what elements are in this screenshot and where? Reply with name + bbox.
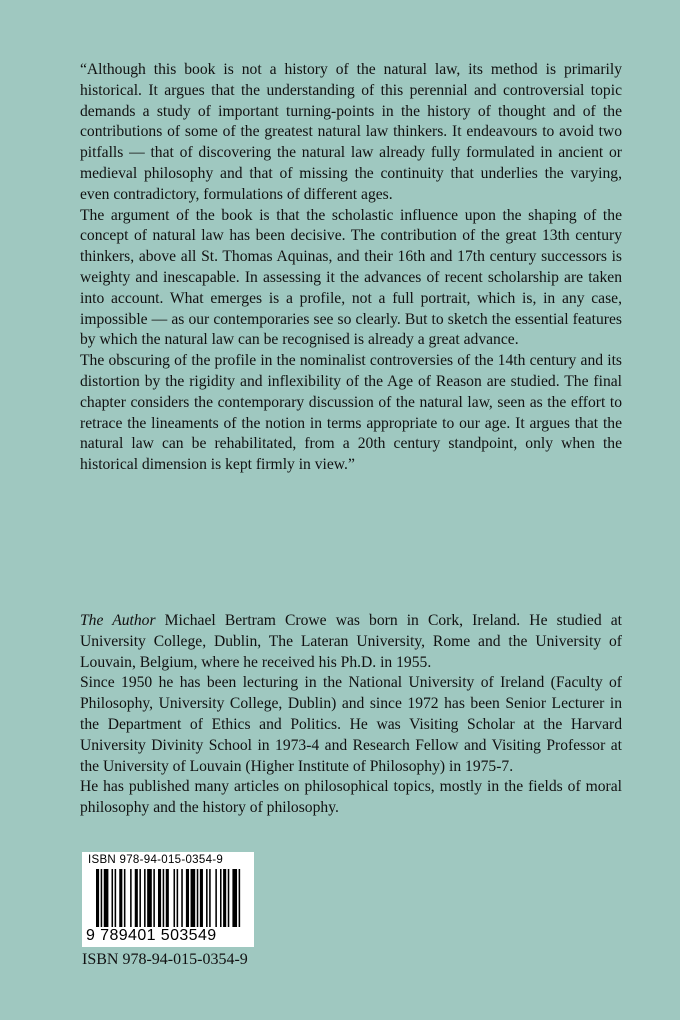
author-paragraph-1-text: Michael Bertram Crowe was born in Cork, Ireland. He studied at University College, Dublin, The Lateran University, Rome and the University of Louvain, Belgium, where he received his Ph.D. in 1955. bbox=[80, 612, 622, 671]
barcode-bar bbox=[200, 869, 203, 927]
author-paragraph-1 bbox=[80, 611, 622, 673]
barcode-bar bbox=[177, 869, 179, 927]
barcode-bar bbox=[124, 869, 126, 927]
barcode-bar bbox=[181, 869, 183, 927]
author-paragraph-2: Since 1950 he has been lecturing in the National University of Ireland (Faculty of Philosophy, University College, Dublin) and since 1972 has been Senior Lecturer in the Department of Ethics and Politics. He was Visiting Scholar at the Harvard University Divinity School in 1973-4 and Research Fellow and Visiting Professor at the University of Louvain (Higher Institute of Philosophy) in 1975-7. bbox=[80, 674, 622, 775]
barcode-bar bbox=[232, 869, 237, 927]
barcode-bar bbox=[186, 869, 189, 927]
author-paragraph-3: He has published many articles on philosophical topics, mostly in the fields of moral philosophy and the history of philosophy. bbox=[80, 778, 622, 817]
book-blurb bbox=[80, 60, 622, 476]
barcode-bar bbox=[166, 869, 169, 927]
barcode-bar bbox=[101, 869, 103, 927]
barcode-bar bbox=[144, 869, 146, 927]
barcode-bar bbox=[158, 869, 161, 927]
barcode-bar bbox=[191, 869, 196, 927]
blurb-paragraph-1: “Although this book is not a history of the natural law, its method is primarily historical. It argues that the understanding of this perennial and controversial topic demands a study of important turning-points in the history of thought and of the contributions of some of the greatest natural law thinkers. It endeavours to avoid two pitfalls — that of discovering the natural law already fully formulated in ancient or medieval philosophy and that of missing the continuity that underlies the varying, even contradictory, formulations of different ages. bbox=[80, 61, 622, 203]
barcode-bar bbox=[147, 869, 152, 927]
barcode-bar bbox=[104, 869, 109, 927]
barcode-bar bbox=[130, 869, 132, 927]
barcode-bar bbox=[96, 869, 99, 927]
barcode-bars bbox=[88, 869, 248, 929]
isbn-text: ISBN 978-94-015-0354-9 bbox=[82, 951, 248, 968]
barcode-bar bbox=[223, 869, 226, 927]
barcode-bar bbox=[220, 869, 222, 927]
barcode-digits: 9 789401 503549 bbox=[86, 927, 217, 944]
blurb-paragraph-2: The argument of the book is that the scholastic influence upon the shaping of the concept of natural law has been decisive. The contribution of the great 13th century thinkers, above all St. Thomas Aquinas, and their 16th and 17th century successors is weighty and inescapable. In assessing it the advances of recent scholarship are taken into account. What emerges is a profile, not a full portrait, which is, in any case, impossible — as our contemporaries see so clearly. But to sketch the essential features by which the natural law can be recognised is already a great advance. bbox=[80, 206, 622, 349]
blurb-paragraph-3: The obscuring of the profile in the nominalist controversies of the 14th century and its distortion by the rigidity and inflexibility of the Age of Reason are studied. The final chapter considers the contemporary discussion of the natural law, seen as the effort to retrace the lineaments of the notion in terms appropriate to our age. It argues that the natural law can be rehabilitated, from a 20th century standpoint, only when the historical dimension is kept firmly in view.” bbox=[80, 352, 622, 474]
barcode bbox=[82, 852, 254, 947]
barcode-bar bbox=[115, 869, 117, 927]
barcode-bar bbox=[228, 869, 230, 927]
barcode-bar bbox=[119, 869, 122, 927]
barcode-bar bbox=[239, 869, 241, 927]
barcode-bar bbox=[163, 869, 165, 927]
barcode-bar bbox=[112, 869, 114, 927]
author-bio bbox=[80, 611, 622, 819]
barcode-bar bbox=[135, 869, 138, 927]
barcode-bar bbox=[206, 869, 208, 927]
barcode-bar bbox=[174, 869, 176, 927]
barcode-bar bbox=[139, 869, 141, 927]
barcode-bar bbox=[197, 869, 199, 927]
barcode-bar bbox=[153, 869, 155, 927]
barcode-bar bbox=[209, 869, 211, 927]
barcode-isbn-label: ISBN 978-94-015-0354-9 bbox=[88, 854, 224, 866]
author-label: The Author bbox=[80, 612, 156, 629]
barcode-bar bbox=[215, 869, 217, 927]
